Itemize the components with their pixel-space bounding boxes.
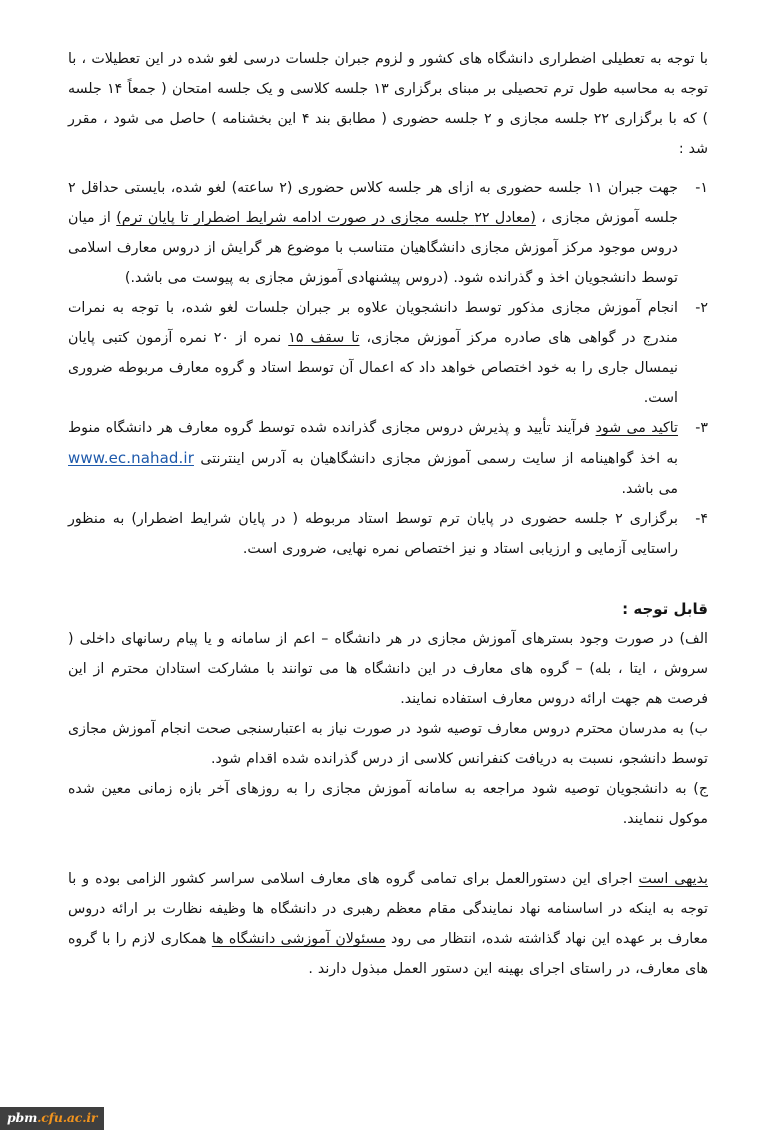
item-1-text-before: جهت جبران ۱۱ جلسه حضوری به ازای هر جلسه کلاس حضوری (۲ ساعته) لغو شده، بایستی حداقل ۲ جلسه آموزش مجازی ، (68, 180, 679, 226)
intro-paragraph: با توجه به تعطیلی اضطراری دانشگاه های کشور و لزوم جبران جلسات درسی لغو شده در این تعطیلات ، با توجه به محاسبه طول ترم تحصیلی بر مبنای برگزاری ۱۳ جلسه کلاسی و یک جلسه امتحان ( جمعاً ۱۴ جلسه ) که با برگزاری ۲۲ جلسه مجازی و ۲ جلسه حضوری ( مطابق بند ۴ این بخشنامه ) حاصل می شود ، مقرر شد : (68, 51, 708, 157)
notice-item-alef: الف) در صورت وجود بسترهای آموزش مجازی در هر دانشگاه – اعم از سامانه و یا پیام رسانهای داخلی ( سروش ، ایتا ، بله) – گروه های معارف در این دانشگاه ها می توانند با مشارکت استادان محترم از این فرصت هم جهت ارائه دروس معارف استفاده نمایند. (68, 631, 708, 707)
list-marker-3: ۳- (695, 420, 708, 436)
item-2-underlined-text: تا سقف ۱۵ (288, 330, 360, 346)
item-2-text-before: انجام آموزش مجازی مذکور توسط دانشجویان علاوه بر جبران جلسات لغو شده، با توجه به نمرات مندرج در گواهی های صادره مرکز آموزش مجازی، (68, 300, 678, 346)
spacer (68, 834, 708, 864)
list-item-2 (68, 293, 708, 413)
item-1-text-after: از میان دروس موجود مرکز آموزش مجازی دانشگاهیان متناسب با موضوع هر گرایش از دروس معارف اسلامی توسط دانشجویان اخذ و گذرانده شود. (دروس پیشنهادی آموزش مجازی به پیوست می باشد.) (68, 210, 678, 286)
spacer (68, 164, 708, 173)
list-item-4-body: برگزاری ۲ جلسه حضوری در پایان ترم توسط استاد مربوطه ( در پایان شرایط اضطرار) به منظور راستایی آزمایی و ارزیابی استاد و نیز اختصاص نمره نهایی، ضروری است. (68, 511, 678, 557)
notice-item-be: ب) به مدرسان محترم دروس معارف توصیه شود در صورت نیاز به اعتبارسنجی صحت انجام آموزش مجازی توسط دانشجو، نسبت به دریافت کنفرانس کلاسی از درس گذرانده شده اقدام شود. (68, 721, 708, 767)
notice-heading: قابل توجه : (622, 600, 708, 618)
closing-text-1: اجرای این دستورالعمل برای تمامی گروه های معارف اسلامی سراسر کشور الزامی بوده و با توجه به اینکه در اساسنامه نهاد نمایندگی مقام معظم رهبری در دانشگاه ها وظیفه نظارت بر ارائه دروس معارف بر عهده این نهاد گذاشته شده، انتظار می رود (68, 871, 708, 947)
spacer (68, 564, 708, 594)
list-item-1 (68, 173, 708, 293)
list-item-3 (68, 413, 708, 504)
list-marker-2: ۲- (695, 300, 708, 316)
item-1-underlined-text: (معادل ۲۲ جلسه مجازی در صورت ادامه شرایط اضطرار تا پایان ترم) (116, 210, 536, 226)
notice-item-jim: ج) به دانشجویان توصیه شود مراجعه به سامانه آموزش مجازی را به روزهای آخر بازه زمانی معین شده موکول ننمایند. (68, 781, 708, 827)
list-item-2-body (68, 293, 678, 413)
numbered-list (68, 173, 708, 564)
site-watermark (0, 1107, 104, 1131)
list-marker-1: ۱- (695, 180, 708, 196)
item-2-text-after: نمره از ۲۰ نمره آزمون کتبی پایان نیمسال جاری را به خود اختصاص خواهد داد که اعمال آن توسط استاد و گروه معارف مربوطه ضروری است. (68, 330, 678, 406)
item-3-text-middle: فرآیند تأیید و پذیرش دروس مجازی گذرانده شده توسط گروه معارف هر دانشگاه منوط به اخذ گواهینامه از سایت رسمی آموزش مجازی دانشگاهیان به آدرس اینترنتی (68, 420, 678, 467)
closing-text-2: همکاری لازم را با گروه های معارف، در راستای اجرای بهینه این دستور العمل مبذول دارند . (68, 931, 708, 977)
watermark-name: pbm (7, 1109, 38, 1125)
list-item-3-body (68, 413, 678, 504)
item-3-text-after: می باشد. (621, 481, 678, 497)
list-item-4 (68, 504, 708, 564)
item-3-underlined-text: تاکید می شود (595, 420, 679, 436)
closing-underlined-1: بدیهی است (638, 871, 708, 887)
list-item-1-body (68, 173, 678, 293)
list-marker-4: ۴- (695, 511, 708, 527)
ec-nahad-link[interactable]: www.ec.nahad.ir (68, 449, 194, 467)
closing-underlined-2: مسئولان آموزشی دانشگاه ها (211, 931, 386, 947)
watermark-domain: .cfu.ac.ir (37, 1109, 98, 1125)
closing-paragraph (68, 864, 708, 984)
